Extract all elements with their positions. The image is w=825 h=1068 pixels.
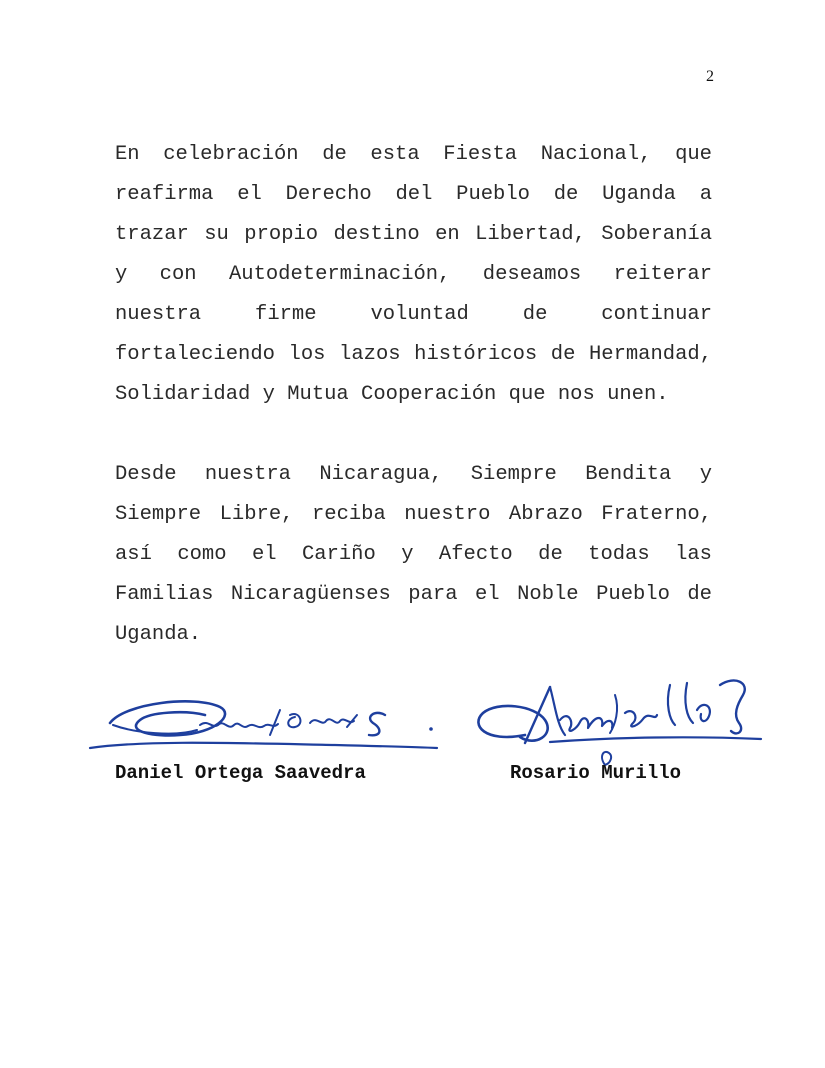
body-paragraph-2: Desde nuestra Nicaragua, Siempre Bendita y Siempre Libre, reciba nuestro Abrazo Fraterno, así como el Cariño y Afecto de todas las Familias Nicaragüenses para el Noble Pueblo de Uganda. [115,463,712,646]
body-paragraph-1: En celebración de esta Fiesta Nacional, que reafirma el Derecho del Pueblo de Uganda a trazar su propio destino en Libertad, Soberanía y con Autodeterminación, deseamos reiterar nuestra firme voluntad de continuar fortaleciendo los lazos históricos de Hermandad, Solidaridad y Mutua Cooperación que nos unen. [115,143,712,406]
signature-daniel-ortega-icon [85,685,445,755]
signatory-name-2: Rosario Murillo [510,762,682,784]
signatory-name-1: Daniel Ortega Saavedra [115,762,366,784]
page-number: 2 [706,68,714,85]
